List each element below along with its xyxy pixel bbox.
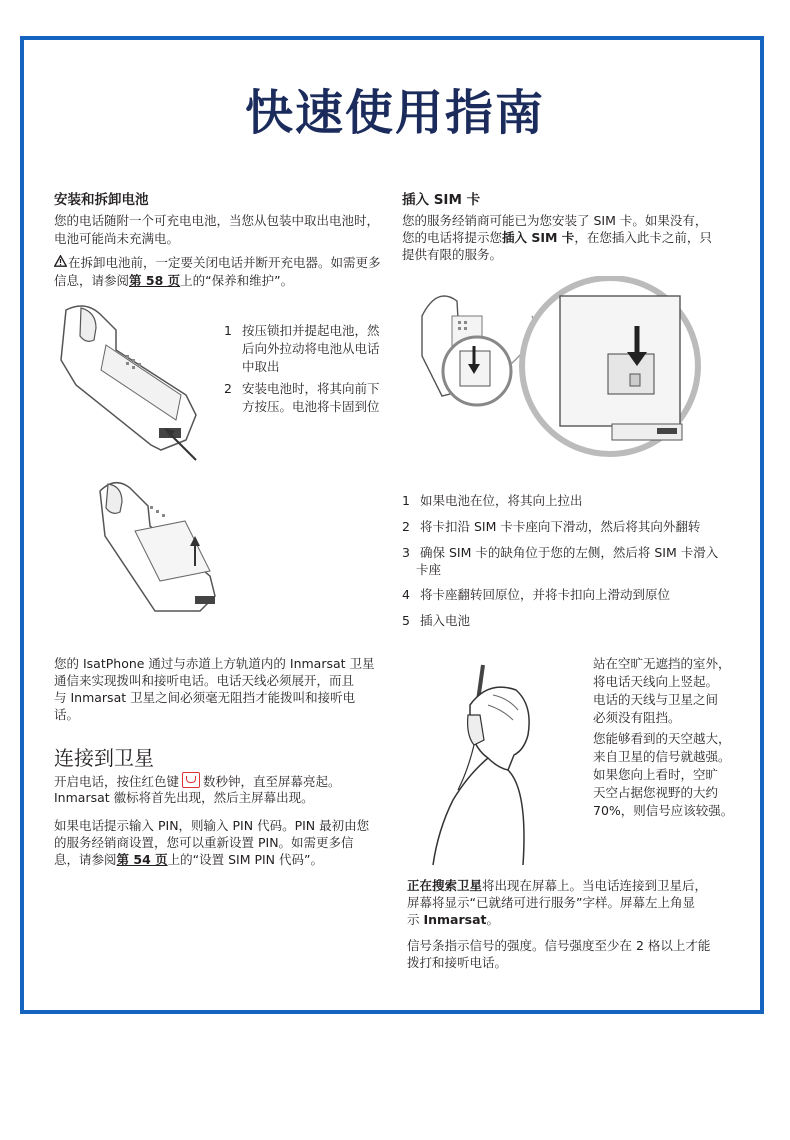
sim-intro-line3: 提供有限的服务。 bbox=[402, 247, 503, 262]
battery-install-illustration bbox=[90, 476, 230, 616]
pin-line2: 的服务经销商设置，您可以重新设置 PIN。如需更多信 bbox=[54, 835, 354, 850]
signal-line1: 信号条指示信号的强度。信号强度至少在 2 格以上才能 bbox=[407, 938, 711, 953]
battery-step-1-line2: 后向外拉动将电池从电话 bbox=[242, 341, 380, 356]
sim-insert-illustration bbox=[412, 276, 732, 461]
sim-step-3: 3 确保 SIM 卡的缺角位于您的左侧，然后将 SIM 卡滑入 bbox=[402, 545, 719, 560]
satellite-intro-line4: 话。 bbox=[54, 707, 80, 722]
searching-line3: 示 Inmarsat。 bbox=[407, 912, 500, 927]
satellite-intro-line3: 与 Inmarsat 卫星之间必须毫无阻挡才能拨叫和接听电 bbox=[54, 690, 356, 705]
searching-line2: 屏幕将显示“已就绪可进行服务”字样。屏幕左上角显 bbox=[407, 895, 695, 910]
warning-text-1: 在拆卸电池前，一定要关闭电话并断开充电器。如需更多信息，请参阅 bbox=[54, 255, 381, 288]
battery-removal-illustration bbox=[56, 300, 206, 465]
battery-step-2: 2 安装电池时，将其向前下 bbox=[224, 381, 380, 396]
pin-page-link[interactable]: 第 54 页 bbox=[116, 852, 168, 867]
pin-line1: 如果电话提示输入 PIN，则输入 PIN 代码。PIN 最初由您 bbox=[54, 818, 370, 833]
battery-step-2-line2: 方按压。电池将卡固到位 bbox=[242, 399, 380, 414]
sim-intro-line2: 您的电话将提示您插入 SIM 卡，在您插入此卡之前，只 bbox=[402, 230, 712, 245]
power-on-line2: Inmarsat 徽标将首先出现，然后主屏幕出现。 bbox=[54, 790, 314, 805]
battery-heading: 安装和拆卸电池 bbox=[54, 192, 149, 208]
sim-step-4: 4 将卡座翻转回原位，并将卡扣向上滑动到原位 bbox=[402, 587, 671, 602]
outdoor-advice: 站在空旷无遮挡的室外， 将电话天线向上竖起。 电话的天线与卫星之间 必须没有阻挡。 bbox=[593, 656, 731, 725]
warning-page-link[interactable]: 第 58 页 bbox=[129, 273, 181, 288]
pin-line3: 息，请参阅第 54 页上的“设置 SIM PIN 代码”。 bbox=[54, 852, 323, 867]
person-with-phone-illustration bbox=[428, 660, 588, 870]
page-title: 快速使用指南 bbox=[244, 85, 545, 141]
sim-step-1: 1 如果电池在位，将其向上拉出 bbox=[402, 493, 583, 508]
warning-text-2: 上的“保养和维护”。 bbox=[180, 273, 294, 288]
battery-intro: 您的电话随附一个可充电电池，当您从包装中取出电池时，电池可能尚未充满电。 bbox=[54, 213, 380, 246]
signal-line2: 拨打和接听电话。 bbox=[407, 955, 508, 970]
sim-step-2: 2 将卡扣沿 SIM 卡卡座向下滑动，然后将其向外翻转 bbox=[402, 519, 701, 534]
searching-line1: 正在搜索卫星将出现在屏幕上。当电话连接到卫星后， bbox=[407, 878, 708, 893]
satellite-intro-line2: 通信来实现拨叫和接听电话。电话天线必须展开，而且 bbox=[54, 673, 355, 688]
red-power-key-icon bbox=[182, 772, 200, 788]
satellite-intro-line1: 您的 IsatPhone 通过与赤道上方轨道内的 Inmarsat 卫星 bbox=[54, 656, 375, 671]
sky-advice: 您能够看到的天空越大， 来自卫星的信号就越强。 如果您向上看时，空旷 天空占据您视野的大约 70%，则信号应该较强。 bbox=[593, 731, 734, 818]
sim-step-3-line2: 卡座 bbox=[416, 562, 442, 577]
battery-step-1-line3: 中取出 bbox=[242, 359, 280, 374]
battery-warning bbox=[54, 254, 384, 290]
power-on-line1: 开启电话，按住红色键 数秒钟，直至屏幕亮起。 bbox=[54, 774, 341, 789]
sim-intro-line1: 您的服务经销商可能已为您安装了 SIM 卡。如果没有， bbox=[402, 213, 708, 228]
battery-step-1: 1 按压锁扣并提起电池，然 bbox=[224, 323, 380, 338]
satellite-heading: 连接到卫星 bbox=[54, 746, 154, 770]
warning-icon bbox=[54, 254, 68, 272]
sim-heading: 插入 SIM 卡 bbox=[402, 192, 481, 208]
sim-step-5: 5 插入电池 bbox=[402, 613, 471, 628]
